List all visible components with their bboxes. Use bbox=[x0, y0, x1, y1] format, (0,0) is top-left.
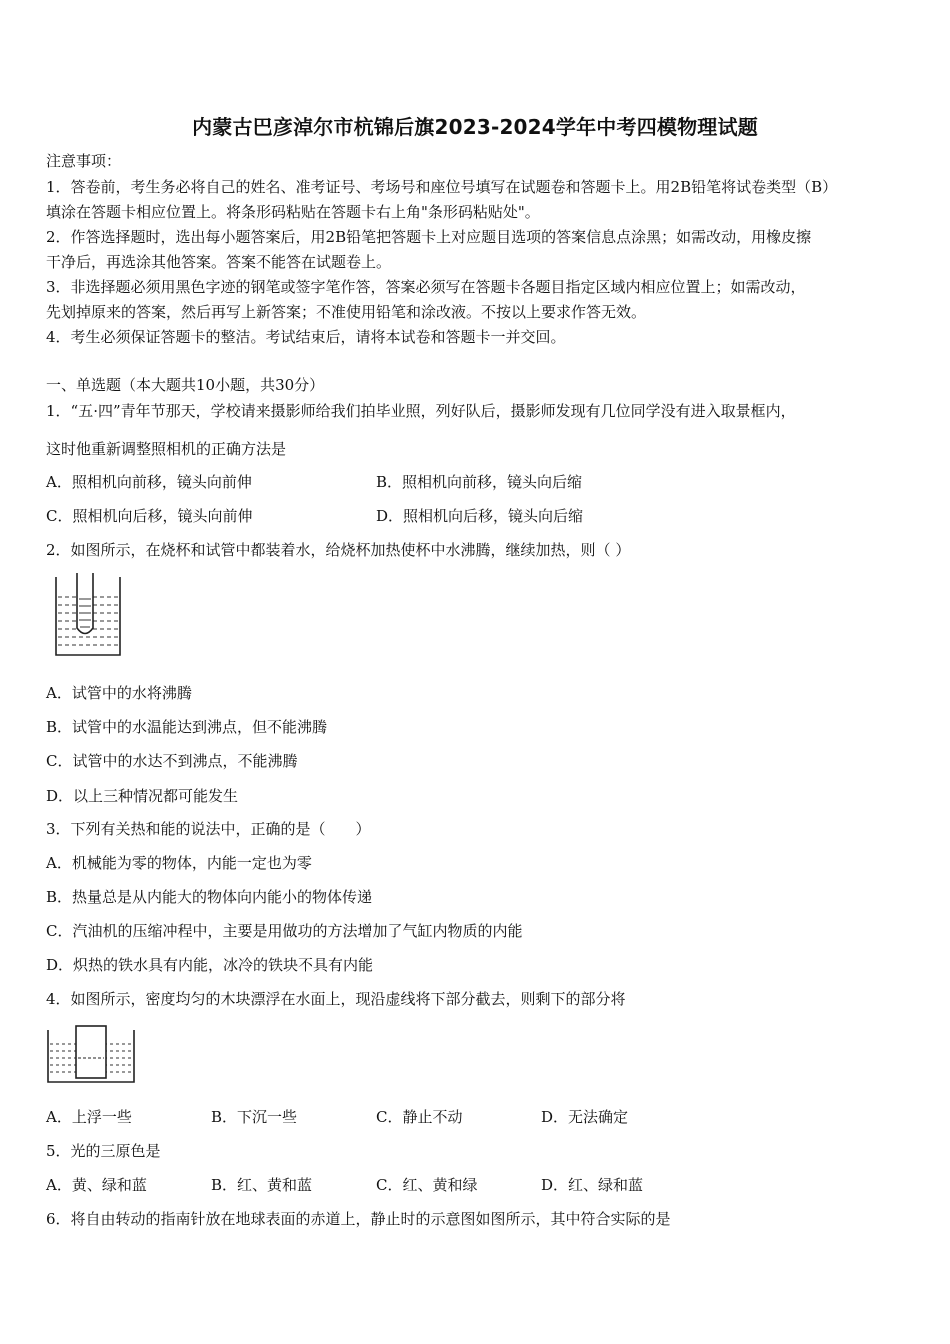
q3-option-a: A．机械能为零的物体，内能一定也为零 bbox=[46, 854, 312, 872]
q2-option-d: D．以上三种情况都可能发生 bbox=[46, 787, 239, 805]
notice-line: 1．答卷前，考生务必将自己的姓名、准考证号、考场号和座位号填写在试题卷和答题卡上。用2B铅笔将试卷类型（B） bbox=[46, 178, 838, 196]
q1-option-d: D．照相机向后移，镜头向后缩 bbox=[376, 507, 584, 525]
notice-line: 先划掉原来的答案，然后再写上新答案；不准使用铅笔和涂改液。不按以上要求作答无效。 bbox=[46, 303, 647, 321]
q3-option-d: D．炽热的铁水具有内能，冰冷的铁块不具有内能 bbox=[46, 956, 374, 974]
notice-line: 3．非选择题必须用黑色字迹的钢笔或签字笔作答，答案必须写在答题卡各题目指定区域内相应位置上；如需改动， bbox=[46, 278, 806, 296]
q6-stem: 6．将自由转动的指南针放在地球表面的赤道上，静止时的示意图如图所示，其中符合实际的是 bbox=[46, 1210, 671, 1228]
q5-option-b: B．红、黄和蓝 bbox=[211, 1176, 313, 1194]
q2-stem: 2．如图所示，在烧杯和试管中都装着水，给烧杯加热使杯中水沸腾，继续加热，则（ ） bbox=[46, 541, 631, 559]
q1-option-c: C．照相机向后移，镜头向前伸 bbox=[46, 507, 253, 525]
notice-heading: 注意事项： bbox=[46, 152, 122, 170]
q5-stem: 5．光的三原色是 bbox=[46, 1142, 161, 1160]
notice-line: 4．考生必须保证答题卡的整洁。考试结束后，请将本试卷和答题卡一并交回。 bbox=[46, 328, 566, 346]
q2-option-a: A．试管中的水将沸腾 bbox=[46, 684, 192, 702]
floating-block-figure bbox=[46, 1024, 138, 1086]
section-heading: 一、单选题（本大题共10小题，共30分） bbox=[46, 376, 325, 394]
q3-option-b: B．热量总是从内能大的物体向内能小的物体传递 bbox=[46, 888, 373, 906]
q4-option-c: C．静止不动 bbox=[376, 1108, 463, 1126]
q5-option-d: D．红、绿和蓝 bbox=[541, 1176, 644, 1194]
q4-option-a: A．上浮一些 bbox=[46, 1108, 132, 1126]
q1-option-a: A．照相机向前移，镜头向前伸 bbox=[46, 473, 252, 491]
notice-line: 干净后，再选涂其他答案。答案不能答在试题卷上。 bbox=[46, 253, 392, 271]
q1-option-b: B．照相机向前移，镜头向后缩 bbox=[376, 473, 583, 491]
beaker-test-tube-figure bbox=[52, 573, 124, 659]
notice-line: 2．作答选择题时，选出每小题答案后，用2B铅笔把答题卡上对应题目选项的答案信息点涂黑；如需改动，用橡皮擦 bbox=[46, 228, 812, 246]
q4-option-d: D．无法确定 bbox=[541, 1108, 629, 1126]
q5-option-c: C．红、黄和绿 bbox=[376, 1176, 478, 1194]
q2-option-c: C．试管中的水达不到沸点，不能沸腾 bbox=[46, 752, 298, 770]
q4-stem: 4．如图所示，密度均匀的木块漂浮在水面上，现沿虚线将下部分截去，则剩下的部分将 bbox=[46, 990, 626, 1008]
notice-line: 填涂在答题卡相应位置上。将条形码粘贴在答题卡右上角"条形码粘贴处"。 bbox=[46, 203, 540, 221]
q3-stem: 3．下列有关热和能的说法中，正确的是（ ） bbox=[46, 820, 371, 838]
q1-stem-cont: 这时他重新调整照相机的正确方法是 bbox=[46, 440, 287, 458]
page-title: 内蒙古巴彦淖尔市杭锦后旗2023-2024学年中考四模物理试题 bbox=[192, 115, 758, 139]
q1-stem: 1．“五·四”青年节那天，学校请来摄影师给我们拍毕业照，列好队后，摄影师发现有几位同学没有进入取景框内， bbox=[46, 402, 796, 420]
q3-option-c: C．汽油机的压缩冲程中，主要是用做功的方法增加了气缸内物质的内能 bbox=[46, 922, 523, 940]
q2-option-b: B．试管中的水温能达到沸点，但不能沸腾 bbox=[46, 718, 328, 736]
q5-option-a: A．黄、绿和蓝 bbox=[46, 1176, 147, 1194]
q4-option-b: B．下沉一些 bbox=[211, 1108, 298, 1126]
